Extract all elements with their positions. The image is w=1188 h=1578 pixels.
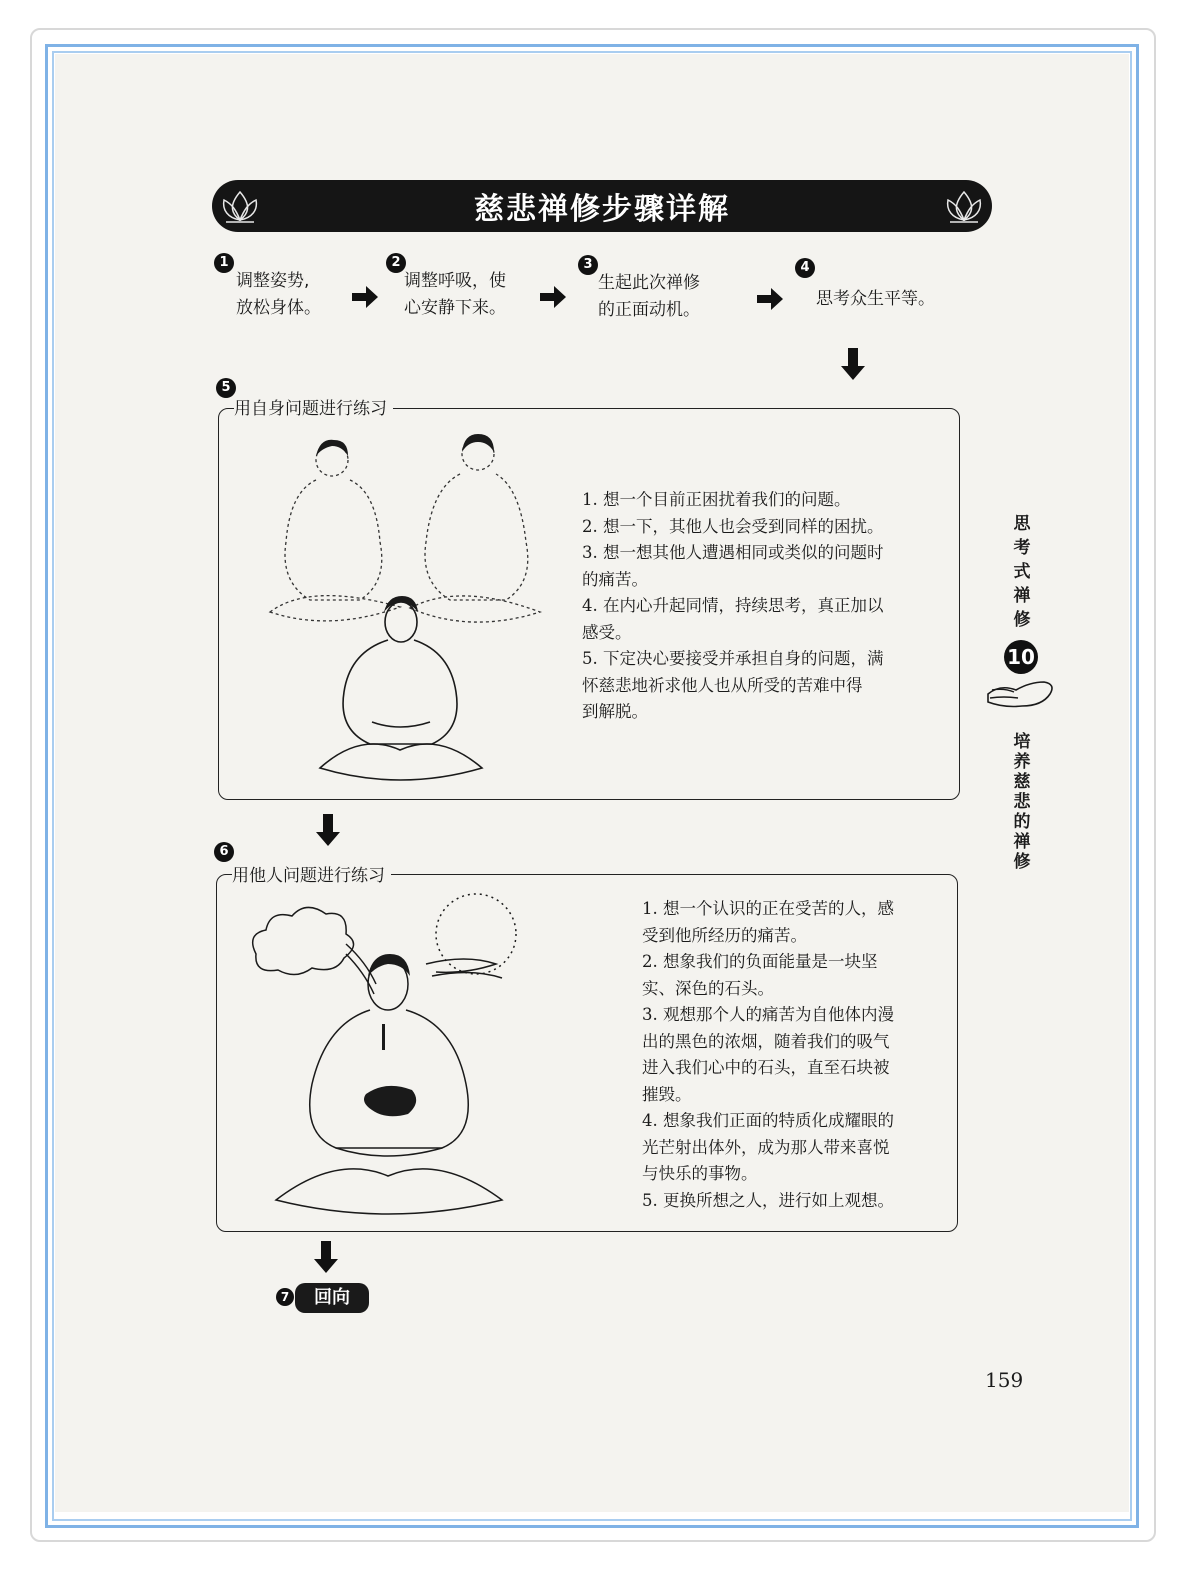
page-number: 159 xyxy=(985,1368,1024,1392)
list-item: 3. 观想那个人的痛苦为自他体内漫 xyxy=(642,1005,894,1024)
step-2-line: 调整呼吸，使 xyxy=(404,271,506,291)
step-4-text xyxy=(816,286,935,313)
list-item: 3. 想一想其他人遭遇相同或类似的问题时 xyxy=(582,543,884,562)
side-char: 养 xyxy=(1013,752,1031,772)
right-arrow-icon xyxy=(352,286,378,308)
list-item: 受到他所经历的痛苦。 xyxy=(642,925,807,945)
side-char: 思 xyxy=(1013,514,1031,534)
list-item: 感受。 xyxy=(582,622,632,642)
list-item: 4. 想象我们正面的特质化成耀眼的 xyxy=(642,1111,894,1130)
list-item: 出的黑色的浓烟，随着我们的吸气 xyxy=(642,1031,890,1051)
lotus-icon xyxy=(218,184,262,228)
meditation-figures-illustration xyxy=(250,432,550,780)
step-3-line: 生起此次禅修 xyxy=(598,273,700,293)
dedication-label: 回向 xyxy=(295,1283,369,1313)
list-item: 5. 下定决心要接受并承担自身的问题，满 xyxy=(582,649,884,668)
step-number-4: 4 xyxy=(795,258,815,278)
right-arrow-icon xyxy=(540,286,566,308)
section-6-number: 6 xyxy=(214,842,234,862)
page-title: 慈悲禅修步骤详解 xyxy=(474,192,730,227)
step-number-1: 1 xyxy=(214,253,234,273)
section-5-list xyxy=(582,487,942,726)
open-hand-icon xyxy=(986,676,1058,710)
list-item: 摧毁。 xyxy=(642,1084,692,1104)
side-char: 式 xyxy=(1013,562,1031,582)
list-item: 的痛苦。 xyxy=(582,569,648,589)
list-item: 1. 想一个目前正困扰着我们的问题。 xyxy=(582,490,851,509)
list-item: 进入我们心中的石头，直至石块被 xyxy=(642,1058,890,1077)
step-number-2: 2 xyxy=(386,253,406,273)
side-char: 禅 xyxy=(1013,586,1031,606)
section-5-number: 5 xyxy=(216,378,236,398)
side-char: 修 xyxy=(1013,610,1031,630)
step-1-line: 放松身体。 xyxy=(236,298,321,318)
step-number-7: 7 xyxy=(276,1288,294,1306)
step-3-line: 的正面动机。 xyxy=(598,300,700,320)
step-2-text xyxy=(404,268,506,322)
step-1-line: 调整姿势, xyxy=(236,271,310,291)
tonglen-meditation-illustration xyxy=(236,884,556,1214)
section-6-label: 用他人问题进行练习 xyxy=(232,861,391,886)
section-5-label: 用自身问题进行练习 xyxy=(234,394,393,419)
side-char: 悲 xyxy=(1013,792,1031,812)
step-4-line: 思考众生平等。 xyxy=(816,289,935,309)
down-arrow-icon xyxy=(841,348,865,380)
side-char: 修 xyxy=(1013,852,1031,872)
down-arrow-icon xyxy=(316,814,340,846)
list-item: 2. 想一下，其他人也会受到同样的困扰。 xyxy=(582,516,884,536)
step-number-3: 3 xyxy=(578,255,598,275)
right-arrow-icon xyxy=(757,288,783,310)
side-char: 慈 xyxy=(1013,772,1031,792)
step-1-text xyxy=(236,268,321,322)
list-item: 与快乐的事物。 xyxy=(642,1164,758,1183)
list-item: 光芒射出体外，成为那人带来喜悦 xyxy=(642,1137,890,1157)
lotus-icon xyxy=(942,184,986,228)
list-item: 2. 想象我们的负面能量是一块坚 xyxy=(642,952,878,971)
list-item: 实、深色的石头。 xyxy=(642,978,774,998)
list-item: 4. 在内心升起同情，持续思考，真正加以 xyxy=(582,596,884,615)
chapter-number-badge: 10 xyxy=(1004,640,1038,674)
step-2-line: 心安静下来。 xyxy=(404,298,506,318)
title-banner xyxy=(212,180,992,232)
list-item: 到解脱。 xyxy=(582,702,648,721)
list-item: 怀慈悲地祈求他人也从所受的苦难中得 xyxy=(582,675,863,695)
side-char: 考 xyxy=(1013,538,1031,558)
down-arrow-icon xyxy=(314,1241,338,1273)
side-char: 的 xyxy=(1013,812,1031,832)
side-char: 禅 xyxy=(1013,832,1031,852)
step-3-text xyxy=(598,270,700,324)
side-char: 培 xyxy=(1013,732,1031,752)
section-6-list xyxy=(642,896,942,1214)
list-item: 1. 想一个认识的正在受苦的人，感 xyxy=(642,899,894,918)
list-item: 5. 更换所想之人，进行如上观想。 xyxy=(642,1190,894,1210)
